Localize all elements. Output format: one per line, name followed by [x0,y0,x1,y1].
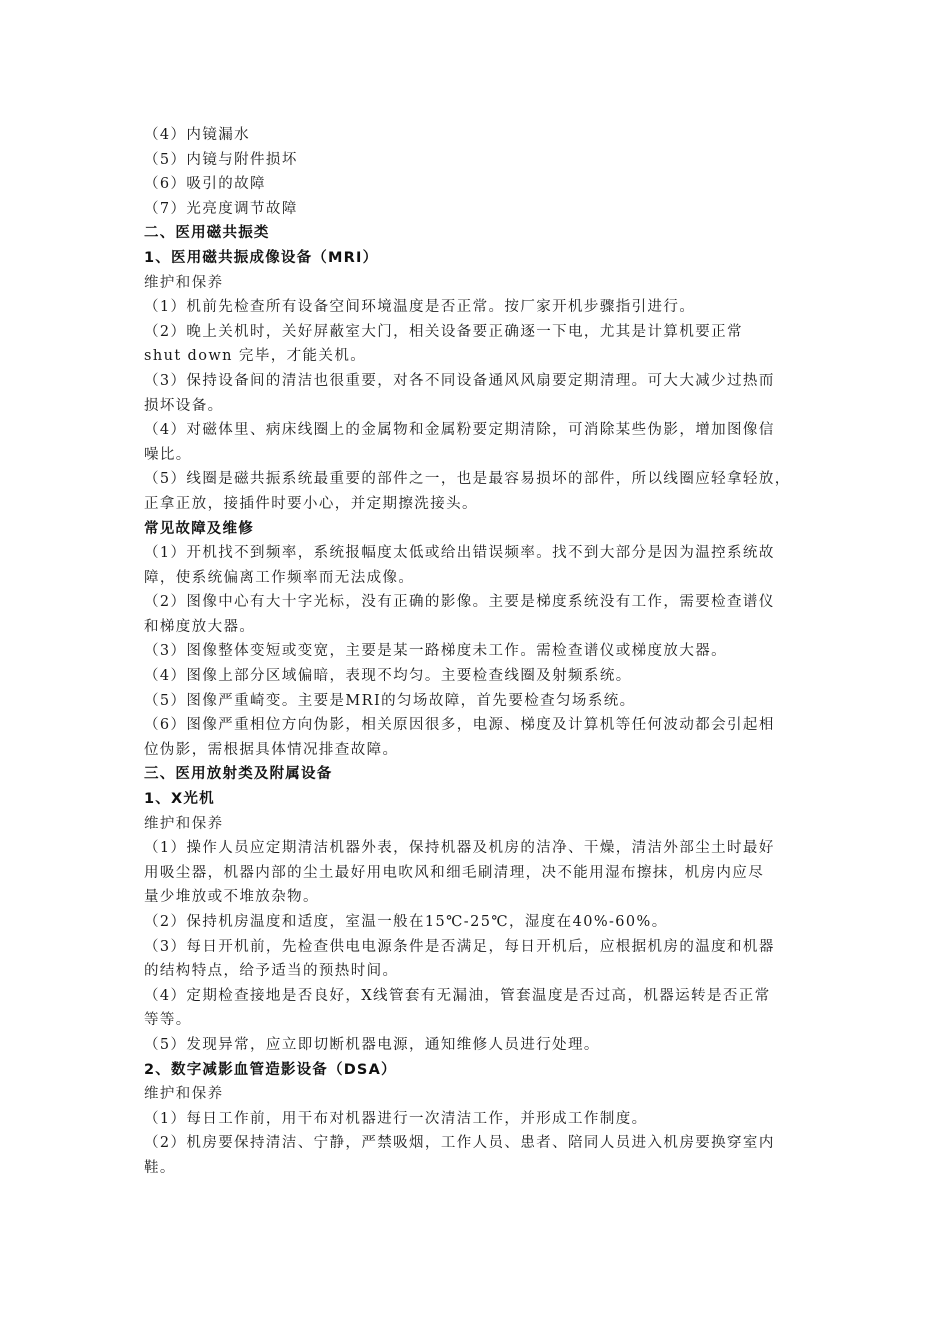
text-line: （4）定期检查接地是否良好，X线管套有无漏油，管套温度是否过高，机器运转是否正常 [144,987,771,1004]
text-line: （5）发现异常，应立即切断机器电源，通知维修人员进行处理。 [144,1036,600,1053]
text-line: （4）图像上部分区域偏暗，表现不均匀。主要检查线圈及射频系统。 [144,668,632,685]
section-heading: 1、医用磁共振成像设备（MRI） [144,249,379,266]
text-line: （7）光亮度调节故障 [144,200,298,217]
text-line: 等等。 [144,1012,192,1029]
section-heading: 常见故障及维修 [144,520,254,537]
text-line: （3）每日开机前，先检查供电电源条件是否满足，每日开机后，应根据机房的温度和机器 [144,938,775,955]
subsection-label: 维护和保养 [144,815,224,832]
text-line: （4）内镜漏水 [144,127,251,143]
document-body [144,123,824,1181]
text-line: （1）每日工作前，用干布对机器进行一次清洁工作，并形成工作制度。 [144,1110,648,1127]
subsection-label: 维护和保养 [144,1086,224,1103]
text-line: （6）吸引的故障 [144,176,266,193]
text-line: 和梯度放大器。 [144,618,256,635]
text-line: 鞋。 [144,1159,176,1176]
section-heading: 1、X光机 [144,791,215,808]
text-line: （4）对磁体里、病床线圈上的金属物和金属粉要定期清除，可消除某些伪影，增加图像信 [144,422,775,439]
text-line: 噪比。 [144,446,192,463]
text-line: （3）保持设备间的清洁也很重要，对各不同设备通风风扇要定期清理。可大大减少过热而 [144,372,775,389]
text-line: （3）图像整体变短或变宽，主要是某一路梯度未工作。需检查谱仪或梯度放大器。 [144,643,728,660]
text-line: （2）保持机房温度和适度，室温一般在15℃-25℃，湿度在40%-60%。 [144,914,668,930]
text-line: （5）内镜与附件损坏 [144,151,298,168]
text-line: 用吸尘器，机器内部的尘土最好用电吹风和细毛刷清理，决不能用湿布擦抹，机房内应尽 [144,864,765,881]
text-line: （2）机房要保持清洁、宁静，严禁吸烟，工作人员、患者、陪同人员进入机房要换穿室内 [144,1135,775,1152]
text-line: （2）晚上关机时，关好屏蔽室大门，相关设备要正确逐一下电，尤其是计算机要正常 [144,323,743,340]
text-line: （1）机前先检查所有设备空间环境温度是否正常。按厂家开机步骤指引进行。 [144,299,696,316]
text-line: （2）图像中心有大十字光标，没有正确的影像。主要是梯度系统没有工作，需要检查谱仪 [144,594,775,611]
text-line: 的结构特点，给予适当的预热时间。 [144,963,399,980]
section-heading: 二、医用磁共振类 [144,225,270,242]
text-line: shut down 完毕，才能关机。 [144,348,367,365]
text-line: 损坏设备。 [144,397,224,414]
text-line: 正拿正放，接插件时要小心，并定期擦洗接头。 [144,495,478,512]
text-line: 障，使系统偏离工作频率而无法成像。 [144,569,415,586]
text-line: （1）开机找不到频率，系统报幅度太低或给出错误频率。找不到大部分是因为温控系统故 [144,545,775,562]
text-line: （5）线圈是磁共振系统最重要的部件之一，也是最容易损坏的部件，所以线圈应轻拿轻放， [144,471,791,488]
text-line: 量少堆放或不堆放杂物。 [144,889,319,906]
subsection-label: 维护和保养 [144,274,224,291]
section-heading: 2、数字减影血管造影设备（DSA） [144,1061,397,1078]
text-line: （5）图像严重崎变。主要是MRI的匀场故障，首先要检查匀场系统。 [144,692,636,709]
text-line: 位伪影，需根据具体情况排查故障。 [144,741,399,758]
text-line: （6）图像严重相位方向伪影，相关原因很多，电源、梯度及计算机等任何波动都会引起相 [144,717,775,734]
text-line: （1）操作人员应定期清洁机器外表，保持机器及机房的洁净、干燥，清洁外部尘土时最好 [144,840,775,857]
section-heading: 三、医用放射类及附属设备 [144,766,333,783]
